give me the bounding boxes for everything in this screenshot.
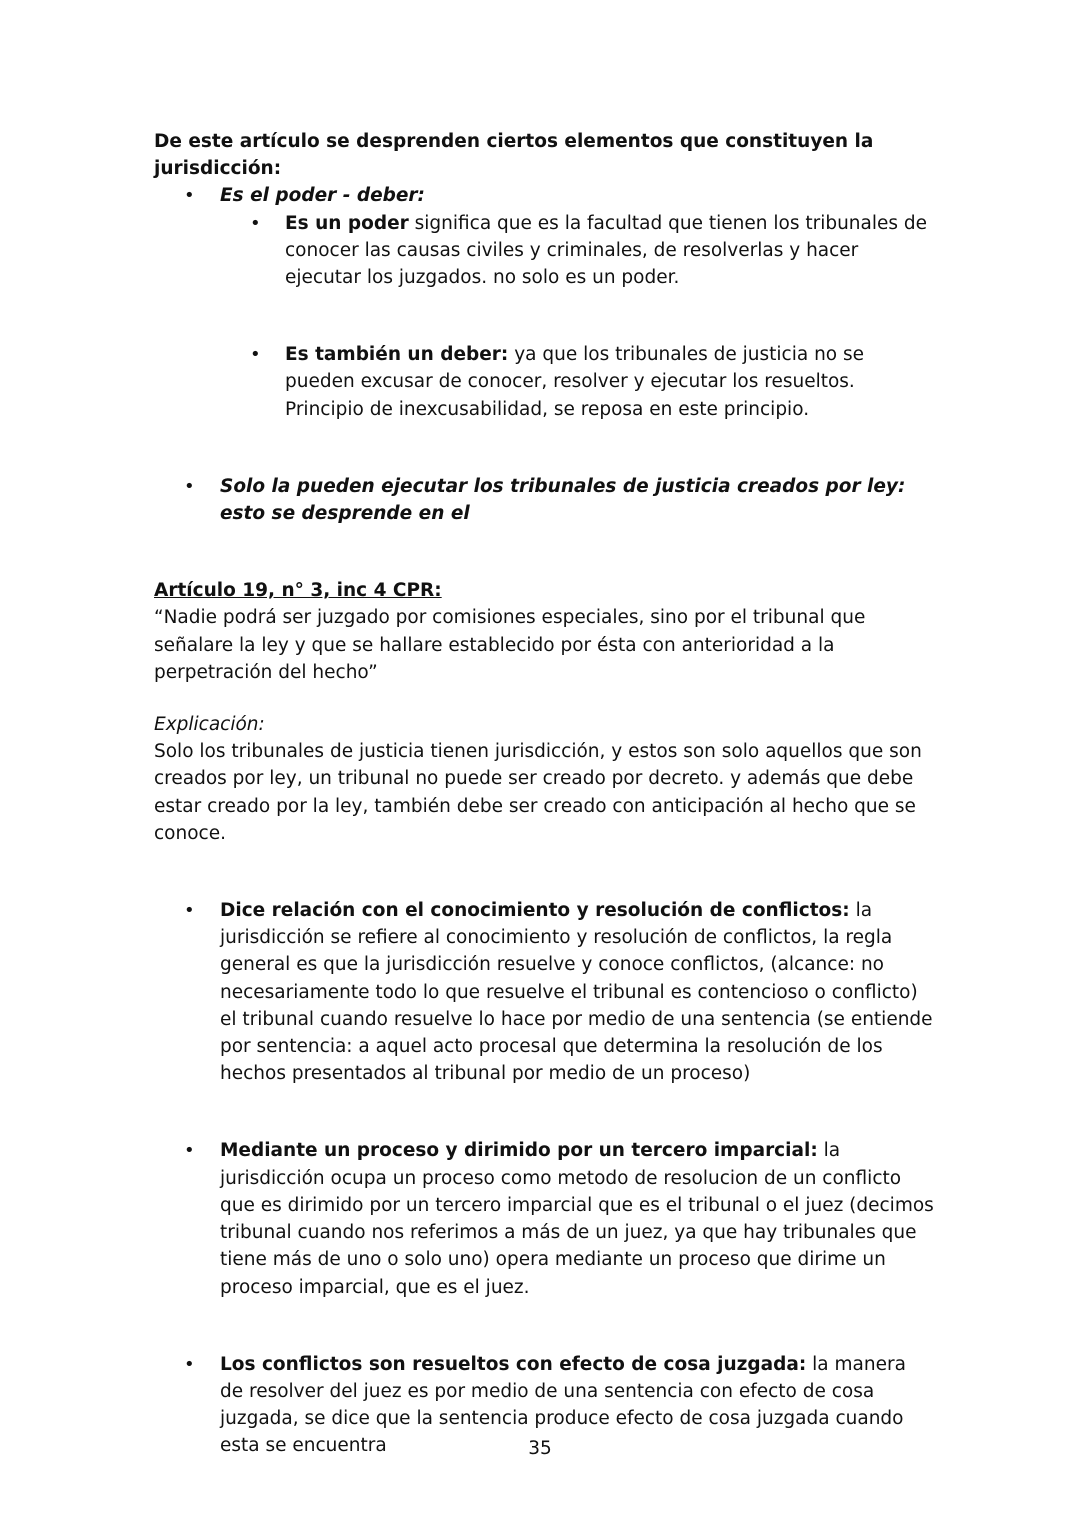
sub-item-body: ya que los tribunales de justicia no se pueden excusar de conocer, resolver y ejecutar los resueltos. Principio de inexcusabilidad, se reposa en este principio.	[285, 344, 865, 420]
list-item-body: la jurisdicción ocupa un proceso como metodo de resolucion de un conflicto que es dirimido por un tercero imparcial que es el tribunal o el juez (decimos tribunal cuando nos referimos a más de un juez, ya que hay tribunales que tiene más de uno o solo uno) opera mediante un proceso que dirime un proceso imparcial, que es el juez.	[220, 1140, 934, 1298]
list-item-proceso	[154, 1137, 934, 1300]
list-item-body: la jurisdicción se refiere al conocimiento y resolución de conflictos, la regla general es que la jurisdicción resuelve y conoce conflictos, (alcance: no necesariamente todo lo que resuelve el tribunal es contencioso o conflicto) el tribunal cuando resuelve lo hace por medio de una sentencia (se entiende por sentencia: a aquel acto procesal que determina la resolución de los hechos presentados al tribunal por medio de un proceso)	[220, 900, 933, 1085]
bullet-icon	[250, 210, 261, 237]
list-item-body: la manera de resolver del juez es por medio de una sentencia con efecto de cosa juzgada, se dice que la sentencia produce efecto de cosa juzgada cuando esta se encuentra	[220, 1353, 906, 1457]
explicacion-text: Solo los tribunales de justicia tienen jurisdicción, y estos son solo aquellos que son creados por ley, un tribunal no puede ser creado por decreto. y además que debe estar creado por la ley, también debe ser creado con anticipación al hecho que se conoce.	[154, 741, 922, 844]
list-item-text: Solo la pueden ejecutar los tribunales de justicia creados por ley: esto se desprende en el	[220, 475, 906, 525]
list-item-poder-deber	[154, 182, 934, 209]
articulo-title: Artículo 19, n° 3, inc 4 CPR:	[154, 580, 442, 602]
document-body	[154, 128, 934, 1460]
bullet-icon	[250, 341, 261, 368]
sub-item-text	[285, 210, 934, 292]
sub-item-lead: Es también un deber:	[285, 344, 509, 366]
bullet-icon	[184, 897, 195, 924]
explicacion-label: Explicación:	[154, 714, 265, 736]
intro-paragraph: De este artículo se desprenden ciertos elementos que constituyen la jurisdicción:	[154, 131, 874, 180]
sub-item-poder	[154, 210, 934, 292]
page-number: 35	[528, 1438, 552, 1459]
list-item-text	[220, 1137, 934, 1300]
sub-item-text	[285, 341, 934, 423]
list-item-lead: Dice relación con el conocimiento y resolución de conflictos:	[220, 900, 850, 922]
list-item-lead: Los conflictos son resueltos con efecto de cosa juzgada:	[220, 1353, 807, 1375]
list-item-text	[220, 897, 934, 1087]
articulo-quote: “Nadie podrá ser juzgado por comisiones especiales, sino por el tribunal que señalare la ley y que se hallare establecido por ésta con anterioridad a la perpetración del hecho”	[154, 607, 866, 683]
bullet-icon	[184, 1351, 195, 1378]
sub-item-body: significa que es la facultad que tienen los tribunales de conocer las causas civiles y criminales, de resolverlas y hacer ejecutar los juzgados. no solo es un poder.	[285, 212, 928, 289]
list-item-lead: Mediante un proceso y dirimido por un tercero imparcial:	[220, 1140, 818, 1162]
list-item-conflictos	[154, 897, 934, 1087]
list-item-solo	[154, 473, 934, 527]
sub-item-lead: Es un poder	[285, 212, 409, 234]
sub-item-deber	[154, 341, 934, 423]
bullet-icon	[184, 182, 195, 209]
bullet-icon	[184, 473, 195, 500]
list-item-label: Es el poder - deber:	[220, 185, 425, 207]
bullet-icon	[184, 1137, 195, 1164]
